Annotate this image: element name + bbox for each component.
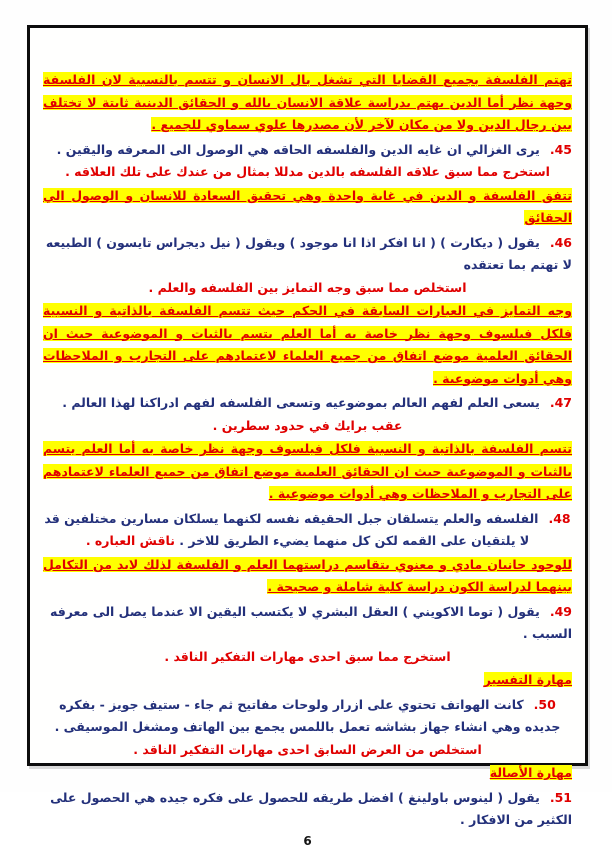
- question-line-50: [43, 694, 572, 739]
- instruction-line-50: استخلص من العرض السابق احدى مهارات التفكير الناقد .: [133, 741, 482, 757]
- question-item-49: [43, 601, 572, 693]
- item-number-46: 46.: [549, 234, 572, 250]
- answer-paragraph-48: [43, 554, 572, 599]
- question-text-51: يقول ( لينوس باولينغ ) افضل طريقه للحصول على فكره جيده هي الحصول على الكثير من الافكار .: [50, 789, 572, 827]
- answer-highlighted-text-48: للوجود جانبان مادي و معنوي يتقاسم دراستهما العلم و الفلسفة لذلك لابد من التكامل بينهما لدراسة الكون دراسة كلية شاملة و صحيحة .: [43, 556, 572, 594]
- intro-highlighted-text: تهتم الفلسفة بجميع القضايا التي تشغل بال الانسان و تتسم بالنسبية لان الفلسفة وجهة نظر أما الدين يهتم بدراسة علاقة الانسان بالله و الحقائق الدينية ثابتة لا تختلف بين رجال الدين ولا من مكان لآخر لأن مصدرها علوي سماوي للجميع .: [43, 72, 572, 132]
- item-number-49: 49.: [549, 603, 572, 619]
- question-item-46: [43, 232, 572, 392]
- question-line-49: [43, 601, 572, 646]
- item-number-50: 50.: [533, 696, 556, 712]
- instruction-line-45: استخرج مما سبق علاقه الفلسفه بالدين مدللا بمثال من عندك على تلك العلاقه .: [65, 164, 550, 179]
- answer-highlighted-text-50: مهارة الأصالة: [489, 765, 572, 780]
- question-text-48: الفلسفه والعلم يتسلقان جبل الحقيقه نفسه لكنهما يسلكان مسارين مختلفين قد لا يلتقيان على القمه لكن كل منهما يضيء الطريق للاخر .: [44, 510, 539, 548]
- answer-paragraph-45: [43, 185, 572, 230]
- question-item-48: [43, 508, 572, 600]
- question-item-51: [43, 787, 572, 832]
- question-text-50: كانت الهواتف تحتوي على ازرار ولوحات مفاتيح ثم جاء - ستيف جويز - بفكره جديده وهي انشاء جهاز بشاشه تعمل باللمس يجمع بين الهاتف ومشغل الموسيقى .: [54, 696, 561, 734]
- question-line-47: [43, 392, 572, 415]
- question-line-46: [43, 232, 572, 277]
- answer-paragraph-46: [43, 300, 572, 390]
- instruction-line-46: استخلص مما سبق وجه التمايز بين الفلسفه والعلم .: [148, 279, 467, 295]
- instruction-line-47: عقب برايك في حدود سطرين .: [212, 417, 403, 433]
- instruction-line-49: استخرج مما سبق احدى مهارات التفكير الناقد .: [164, 648, 451, 664]
- answer-paragraph-50: [43, 762, 572, 785]
- answer-paragraph-47: [43, 438, 572, 506]
- item-number-51: 51.: [549, 789, 572, 805]
- item-number-45: 45.: [549, 141, 572, 157]
- question-item-47: [43, 392, 572, 507]
- question-line-48: [43, 508, 572, 553]
- question-text-49: يقول ( توما الاكويني ) العقل البشري لا يكتسب اليقين الا عندما يصل الى معرفه السبب .: [50, 603, 572, 641]
- item-number-47: 47.: [549, 395, 572, 410]
- question-text-45: يرى الغزالي ان غايه الدين والفلسفه الحاقه هي الوصول الى المعرفه واليقين .: [56, 141, 540, 157]
- question-item-45: [43, 139, 572, 231]
- page-number: 6: [303, 833, 312, 848]
- item-number-48: 48.: [548, 510, 571, 526]
- answer-highlighted-text-45: تتفق الفلسفة و الدين في غاية واحدة وهي تحقيق السعادة للانسان و الوصول الي الحقائق: [43, 187, 572, 225]
- page-border-frame: [27, 25, 588, 848]
- answer-highlighted-text-46: وجه التمايز في العبارات السابقة في الحكم حيث تتسم الفلسفة بالذاتية و النسبية فلكل فيلسوف وجهة نظر خاصة به أما العلم يتسم بالثبات و الموضوعية حيث ان الحقائق العلمية موضع اتفاق من جميع العلماء لاعتمادهم على التجارب و الملاحظات وهي أدوات موضوعية .: [43, 303, 572, 386]
- inline-instruction-48: ناقش العباره .: [85, 533, 175, 548]
- answer-highlighted-text-49: مهارة التفسير: [483, 672, 572, 687]
- question-line-45: [43, 139, 572, 162]
- page-content: [30, 28, 585, 858]
- question-line-51: [43, 787, 572, 832]
- intro-paragraph: [43, 69, 572, 137]
- answer-highlighted-text-47: تتسم الفلسفة بالذاتية و النسبية فلكل فيلسوف وجهة نظر خاصة به أما العلم يتسم بالثبات و الموضوعية حيث ان الحقائق العلمية موضع اتفاق من جميع العلماء لاعتمادهم على التجارب و الملاحظات وهي أدوات موضوعية .: [43, 441, 572, 501]
- question-item-50: [43, 694, 572, 786]
- answer-paragraph-49: [43, 669, 572, 692]
- question-text-47: يسعى العلم لفهم العالم بموضوعيه وتسعى الفلسفه لفهم ادراكنا لهذا العالم .: [62, 395, 540, 410]
- question-text-46: يقول ( ديكارت ) ( انا افكر اذا انا موجود ) ويقول ( نيل ديجراس تايسون ) الطبيعه لا تهتم بما تعتقده: [45, 234, 572, 272]
